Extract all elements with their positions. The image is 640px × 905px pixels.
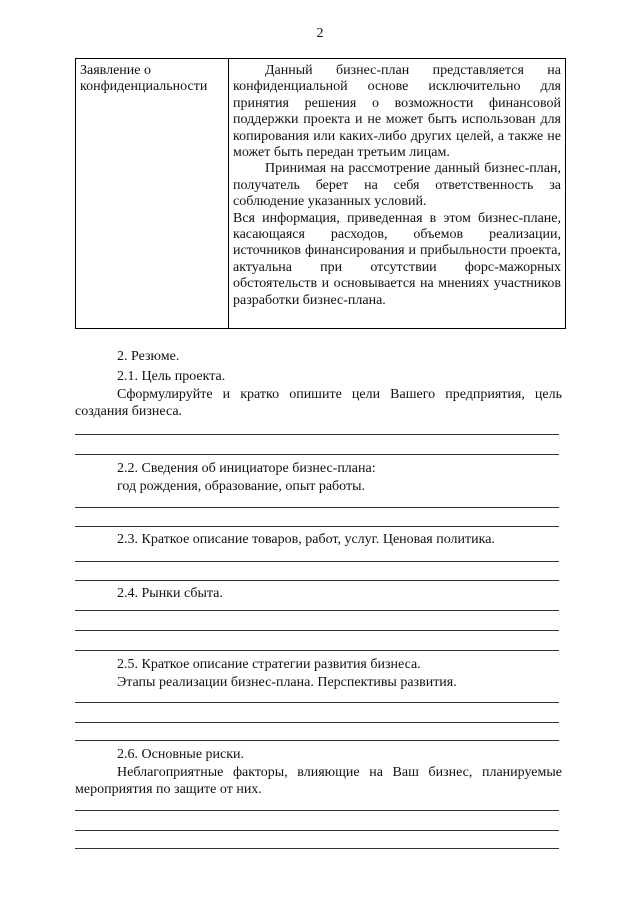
answer-line bbox=[75, 454, 559, 455]
answer-line bbox=[75, 507, 559, 508]
confidentiality-label: Заявление о конфиденциальности bbox=[76, 59, 229, 329]
section-2-6-title: 2.6. Основные риски. bbox=[117, 747, 245, 762]
answer-line bbox=[75, 740, 559, 741]
section-2-5-title: 2.5. Краткое описание стратегии развития бизнеса. bbox=[117, 657, 421, 672]
answer-line bbox=[75, 722, 559, 723]
confidentiality-paragraph-2: Принимая на рассмотрение данный бизнес-план, получатель берет на себя ответственность за соблюдение указанных условий. bbox=[233, 161, 561, 210]
confidentiality-paragraph-1: Данный бизнес-план представляется на конфиденциальной основе исключительно для принятия решения о возможности финансовой поддержки проекта и не может быть использован для копирования или каких-либо других целей, а также не может быть передан третьим лицам. bbox=[233, 63, 561, 161]
section-resume-title: 2. Резюме. bbox=[117, 349, 180, 364]
answer-line bbox=[75, 650, 559, 651]
section-2-4-title: 2.4. Рынки сбыта. bbox=[117, 586, 223, 601]
section-2-2-title: 2.2. Сведения об инициаторе бизнес-плана: bbox=[117, 461, 376, 476]
answer-line bbox=[75, 434, 559, 435]
answer-line bbox=[75, 526, 559, 527]
answer-line bbox=[75, 810, 559, 811]
answer-line bbox=[75, 561, 559, 562]
answer-line bbox=[75, 610, 559, 611]
confidentiality-paragraph-3: Вся информация, приведенная в этом бизнес-плане, касающаяся расходов, объемов реализации, источников финансирования и прибыльности проекта, актуальна при отсутствии форс-мажорных обстоятельств и основывается на мнениях участников разработки бизнес-плана. bbox=[233, 210, 561, 308]
section-2-3-title: 2.3. Краткое описание товаров, работ, услуг. Ценовая политика. bbox=[117, 532, 495, 547]
section-2-1-text: Сформулируйте и кратко опишите цели Вашего предприятия, цель создания бизнеса. bbox=[75, 387, 562, 419]
confidentiality-table bbox=[75, 58, 566, 329]
page-number: 2 bbox=[316, 26, 324, 41]
answer-line bbox=[75, 580, 559, 581]
answer-line bbox=[75, 702, 559, 703]
section-2-2-text: год рождения, образование, опыт работы. bbox=[117, 479, 366, 494]
answer-line bbox=[75, 848, 559, 849]
confidentiality-text bbox=[229, 59, 566, 329]
answer-line bbox=[75, 630, 559, 631]
section-2-6-text: Неблагоприятные факторы, влияющие на Ваш бизнес, планируемые мероприятия по защите от них. bbox=[75, 765, 562, 797]
section-2-5-text: Этапы реализации бизнес-плана. Перспективы развития. bbox=[117, 675, 457, 690]
section-2-1-title: 2.1. Цель проекта. bbox=[117, 369, 226, 384]
answer-line bbox=[75, 830, 559, 831]
